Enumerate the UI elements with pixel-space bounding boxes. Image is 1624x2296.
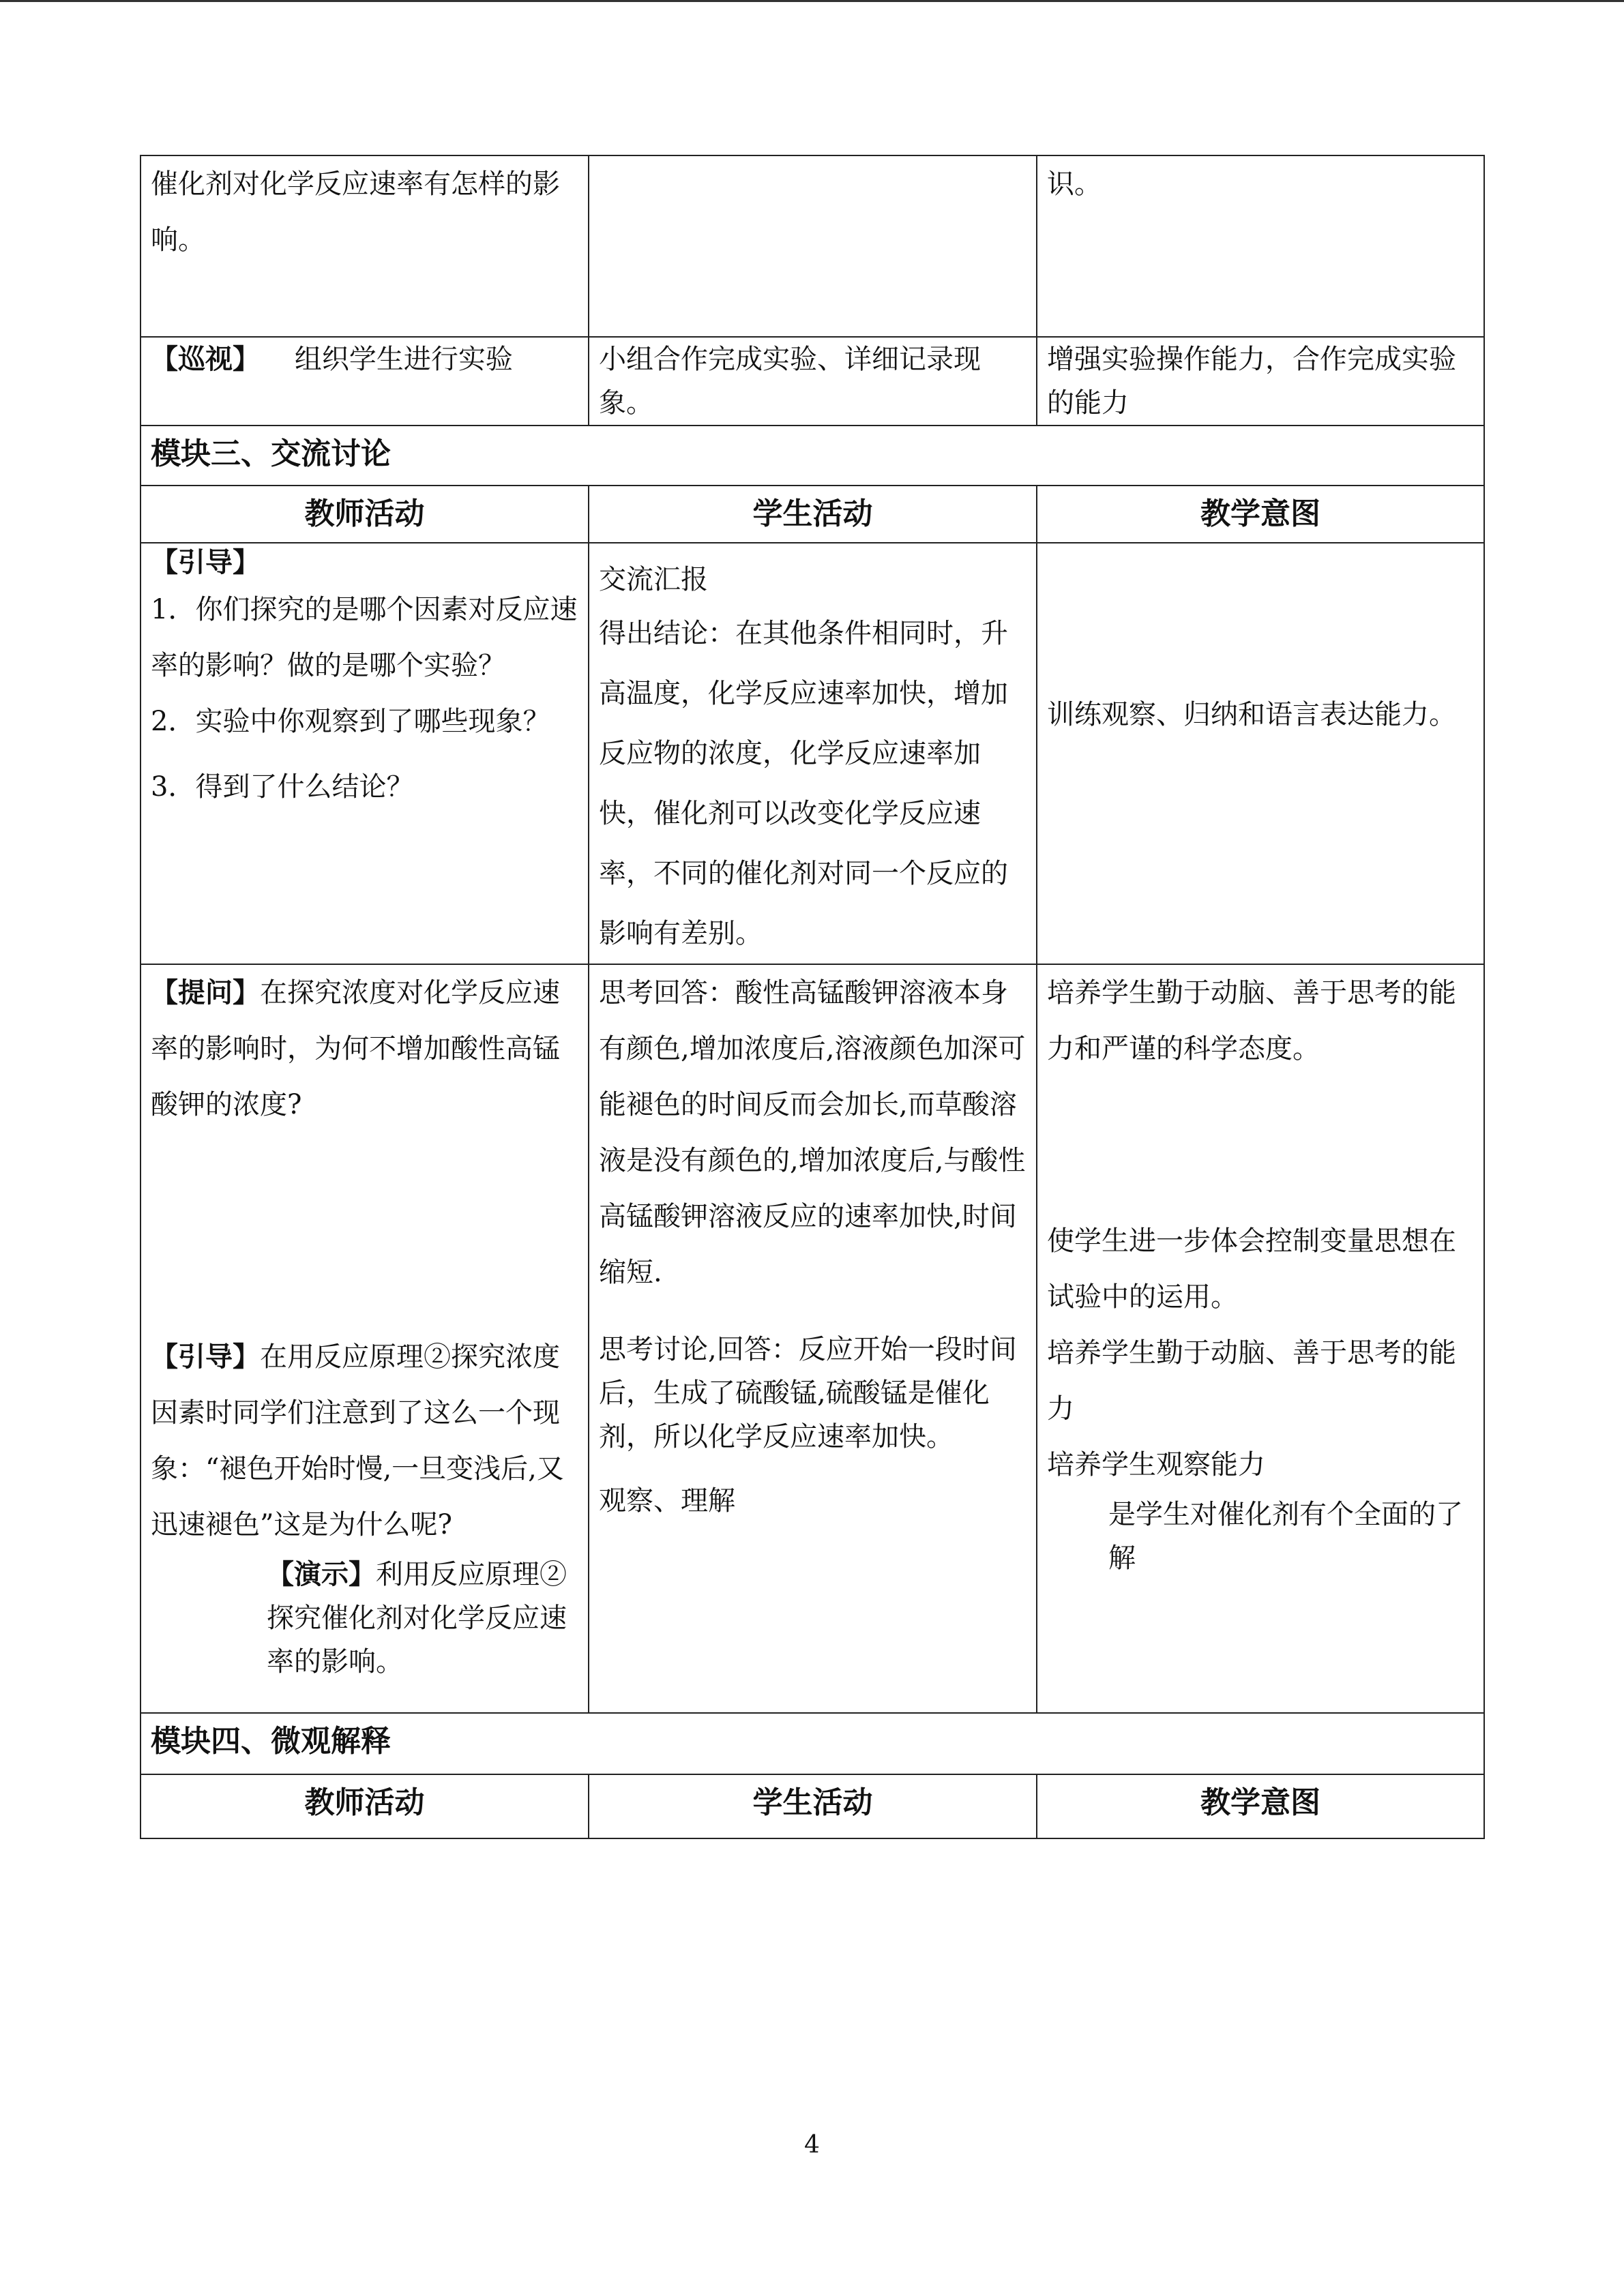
table-row: [141, 155, 1484, 337]
student-cell: 交流汇报 得出结论：在其他条件相同时，升高温度，化学反应速率加快，增加反应物的浓度，化学反应速率加快，催化剂可以改变化学反应速率，不同的催化剂对同一个反应的影响有差别。: [589, 543, 1037, 964]
student-cell: 思考回答：酸性高锰酸钾溶液本身有颜色,增加浓度后,溶液颜色加深可能褪色的时间反而会加长,而草酸溶液是没有颜色的,增加浓度后,与酸性高锰酸钾溶液反应的速率加快,时间缩短. 思考讨论,回答：反应开始一段时间后，生成了硫酸锰,硫酸锰是催化剂，所以化学反应速率加快。 观察、理解: [589, 964, 1037, 1713]
teacher-cell: 【提问】在探究浓度对化学反应速率的影响时，为何不增加酸性高锰酸钾的浓度? 【引导】在用反应原理②探究浓度因素时同学们注意到了这么一个现象：“褪色开始时慢,一旦变浅后,又迅速褪色”这是为什么呢? 【演示】利用反应原理②探究催化剂对化学反应速率的影响。: [141, 964, 589, 1713]
demo-tag: 【演示】: [267, 1559, 376, 1590]
catalyst-question-text: 催化剂对化学反应速率有怎样的影响。: [151, 168, 560, 256]
intent-cell: 训练观察、归纳和语言表达能力。: [1037, 543, 1484, 964]
teacher-cell: 【引导】 1．你们探究的是哪个因素对反应速率的影响？做的是哪个实验？ 2．实验中你观察到了哪些现象？ 3．得到了什么结论？: [141, 543, 589, 964]
column-header: 教师活动: [141, 486, 589, 543]
module-four-row: [141, 1713, 1484, 1774]
module-title: 模块四、微观解释: [141, 1713, 1484, 1774]
lesson-table-frame: [140, 155, 1483, 1839]
module-three-row: [141, 426, 1484, 486]
header-row: [141, 1774, 1484, 1838]
column-header: 教师活动: [141, 1774, 589, 1838]
page-number: 4: [804, 2131, 820, 2159]
student-cell: [589, 155, 1037, 337]
column-header: 教学意图: [1037, 1774, 1484, 1838]
column-header: 学生活动: [589, 1774, 1037, 1838]
lesson-plan-table: [140, 155, 1485, 1839]
report-title: 交流汇报: [599, 564, 708, 595]
table-row: [141, 543, 1484, 964]
module-title: 模块三、交流讨论: [141, 426, 1484, 486]
intent-cell: 识。: [1037, 155, 1484, 337]
teacher-cell: 【巡视】 组织学生进行实验: [141, 337, 589, 426]
column-header: 教学意图: [1037, 486, 1484, 543]
intent-cell: 增强实验操作能力，合作完成实验的能力: [1037, 337, 1484, 426]
ask-tag: 【提问】: [151, 977, 260, 1009]
student-cell: 小组合作完成实验、详细记录现象。: [589, 337, 1037, 426]
teacher-cell: [141, 155, 589, 337]
table-row: [141, 964, 1484, 1713]
header-row: [141, 486, 1484, 543]
patrol-tag: 【巡视】: [151, 344, 260, 375]
intent-cell: 培养学生勤于动脑、善于思考的能力和严谨的科学态度。 使学生进一步体会控制变量思想在试验中的运用。 培养学生勤于动脑、善于思考的能力 培养学生观察能力 是学生对催化剂有个全面的了解: [1037, 964, 1484, 1713]
table-row: [141, 337, 1484, 426]
top-rule: [0, 0, 1624, 2]
guide-tag: 【引导】: [151, 547, 260, 578]
column-header: 学生活动: [589, 486, 1037, 543]
guide-tag: 【引导】: [151, 1341, 260, 1373]
